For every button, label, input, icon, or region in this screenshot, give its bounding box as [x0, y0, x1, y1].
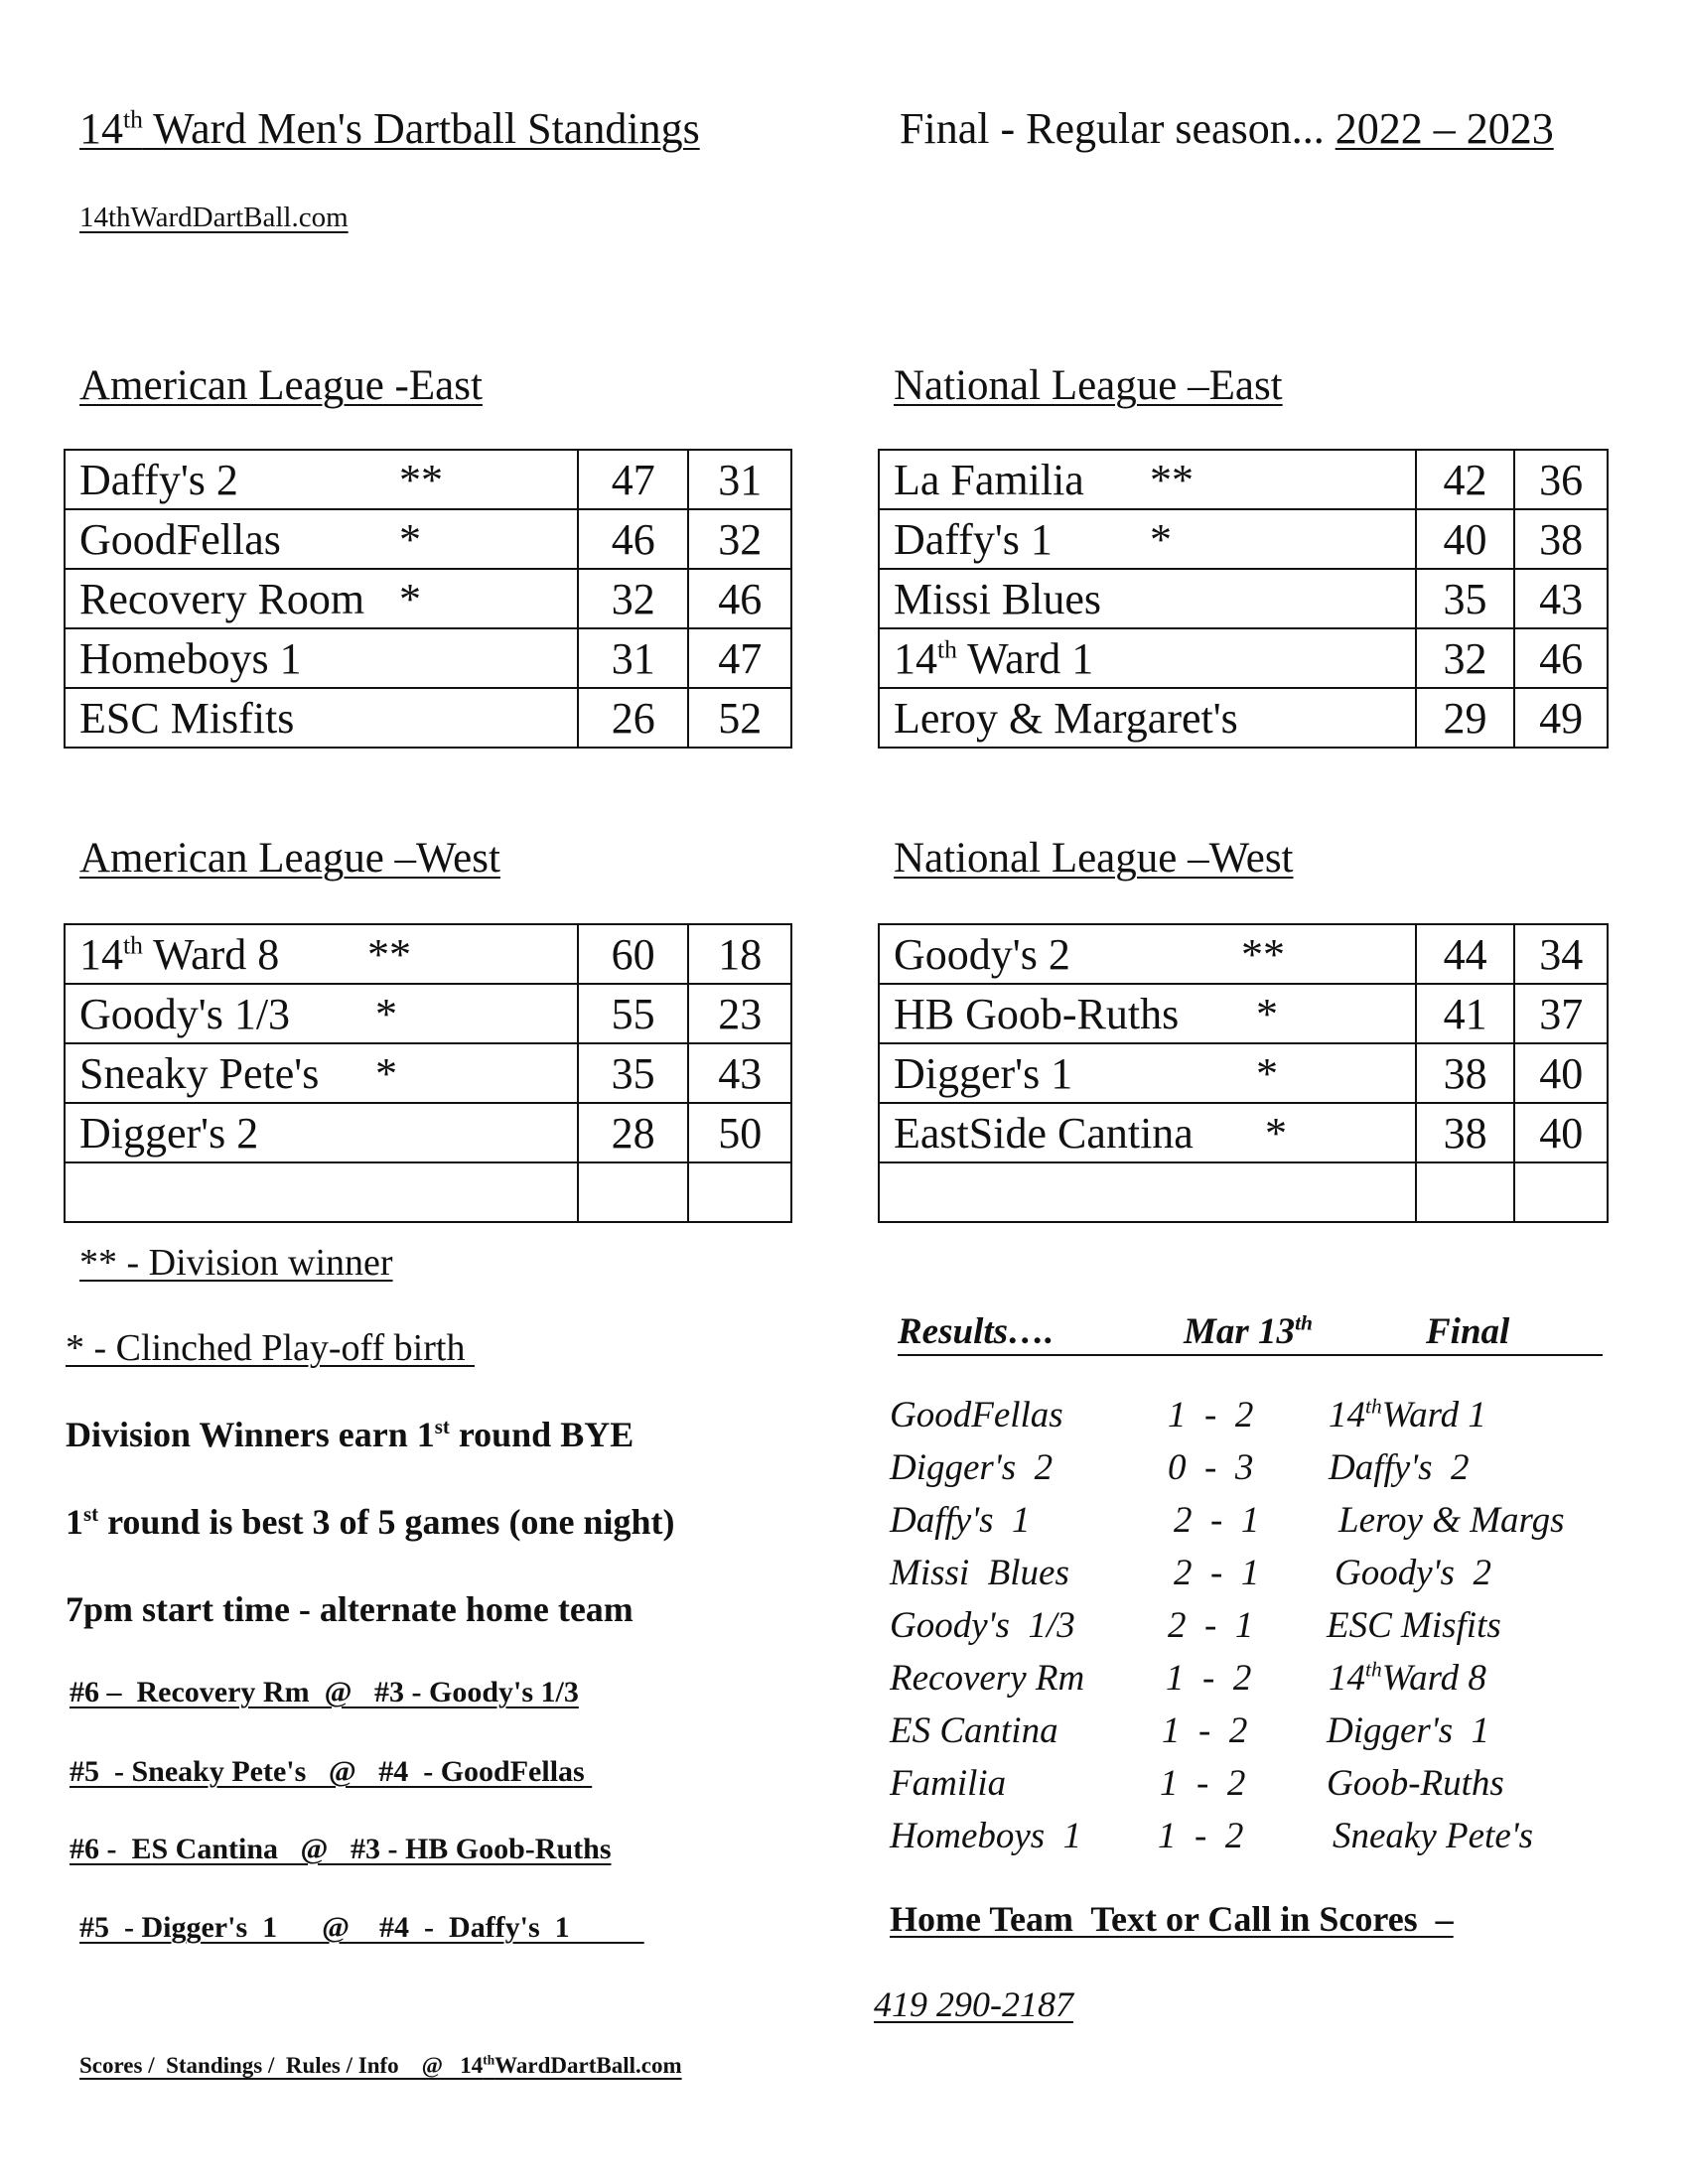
website-link[interactable]: 14thWardDartBall.com [79, 202, 349, 233]
result-row: Digger's 2 0 - 3 Daffy's 2 [890, 1447, 1470, 1488]
losses: 40 [1514, 1043, 1608, 1103]
wins: 38 [1416, 1103, 1515, 1162]
table-row-empty [65, 1162, 791, 1222]
team-name: ESC Misfits [79, 693, 295, 743]
playoff-mark: * [399, 514, 421, 564]
team-name: Missi Blues [894, 574, 1102, 623]
table-row [879, 924, 1608, 984]
al-west-table [64, 923, 792, 1223]
page-title: 14th Ward Men's Dartball Standings [79, 104, 700, 153]
table-row [65, 984, 791, 1043]
team-name: Goody's 2 [894, 929, 1070, 979]
result-row: Goody's 1/3 2 - 1 ESC Misfits [890, 1605, 1501, 1646]
nl-east-title: National League –East [894, 362, 1283, 409]
wins: 35 [578, 1043, 689, 1103]
season-label: Final - Regular season... 2022 – 2023 [900, 104, 1554, 153]
nl-west-title: National League –West [894, 835, 1294, 882]
table-row [879, 1043, 1608, 1103]
team-name: Digger's 1 [894, 1048, 1073, 1098]
team-name: HB Goob-Ruths [894, 989, 1180, 1038]
losses: 43 [688, 1043, 791, 1103]
contact-phone[interactable]: 419 290-2187 [874, 1984, 1073, 2024]
nl-west-table [878, 923, 1609, 1223]
nl-east-table [878, 449, 1609, 749]
table-row [879, 509, 1608, 569]
results-date: Mar 13th [1184, 1310, 1313, 1352]
footer-info: Scores / Standings / Rules / Info @ 14thWardDartBall.com [79, 2052, 682, 2078]
team-name: La Familia [894, 455, 1084, 504]
result-row: Missi Blues 2 - 1 Goody's 2 [890, 1553, 1491, 1593]
table-row [65, 628, 791, 688]
result-row: Recovery Rm 1 - 2 14thWard 8 [890, 1657, 1486, 1699]
table-row [879, 688, 1608, 748]
playoff-mark: ** [367, 929, 411, 979]
playoff-mark: * [1256, 989, 1278, 1038]
table-row [65, 569, 791, 628]
wins: 47 [578, 450, 688, 509]
al-west-title: American League –West [79, 835, 500, 882]
al-east-table [64, 449, 792, 749]
table-row-empty [879, 1162, 1608, 1222]
wins: 35 [1416, 569, 1515, 628]
wins: 38 [1416, 1043, 1515, 1103]
losses: 36 [1514, 450, 1608, 509]
playoff-matchup: #6 – Recovery Rm @ #3 - Goody's 1/3 [70, 1676, 579, 1708]
losses: 31 [688, 450, 791, 509]
wins: 32 [1416, 628, 1515, 688]
team-name: Sneaky Pete's [79, 1048, 320, 1098]
wins: 41 [1416, 984, 1515, 1043]
note-format: 1st round is best 3 of 5 games (one night) [66, 1502, 675, 1542]
losses: 18 [688, 924, 791, 984]
playoff-mark: ** [1241, 929, 1285, 979]
playoff-mark: * [1150, 514, 1172, 564]
playoff-mark: ** [1150, 455, 1194, 504]
losses: 40 [1514, 1103, 1608, 1162]
table-row [879, 569, 1608, 628]
team-name: Homeboys 1 [79, 633, 302, 683]
losses: 52 [688, 688, 791, 748]
results-status: Final [1426, 1311, 1510, 1352]
table-row [65, 1043, 791, 1103]
playoff-mark: * [1265, 1108, 1287, 1158]
table-row [65, 924, 791, 984]
wins: 60 [578, 924, 689, 984]
wins: 29 [1416, 688, 1515, 748]
wins: 31 [578, 628, 688, 688]
table-row [879, 1103, 1608, 1162]
al-east-title: American League -East [79, 362, 483, 409]
losses: 47 [688, 628, 791, 688]
playoff-mark: * [1256, 1048, 1278, 1098]
wins: 32 [578, 569, 688, 628]
team-name: 14th Ward 8 [79, 929, 280, 979]
table-row [65, 509, 791, 569]
losses: 50 [688, 1103, 791, 1162]
team-name: Daffy's 1 [894, 514, 1053, 564]
team-name: Digger's 2 [79, 1108, 259, 1158]
table-row [879, 450, 1608, 509]
playoff-mark: * [399, 574, 421, 623]
table-row [65, 1103, 791, 1162]
table-row [879, 628, 1608, 688]
team-name: Daffy's 2 [79, 455, 238, 504]
team-name: Leroy & Margaret's [894, 693, 1238, 743]
team-name: Recovery Room [79, 574, 365, 623]
team-name: EastSide Cantina [894, 1108, 1194, 1158]
season-years: 2022 – 2023 [1335, 104, 1554, 153]
table-row [65, 450, 791, 509]
team-name: 14th Ward 1 [894, 633, 1094, 683]
playoff-mark: * [375, 1048, 397, 1098]
wins: 28 [578, 1103, 689, 1162]
team-name: Goody's 1/3 [79, 989, 291, 1038]
wins: 26 [578, 688, 688, 748]
losses: 38 [1514, 509, 1608, 569]
results-heading [898, 1310, 1603, 1356]
playoff-mark: ** [399, 455, 443, 504]
losses: 37 [1514, 984, 1608, 1043]
result-row: ES Cantina 1 - 2 Digger's 1 [890, 1710, 1490, 1751]
result-row: Familia 1 - 2 Goob-Ruths [890, 1763, 1504, 1804]
legend-clinched: * - Clinched Play-off birth [66, 1327, 475, 1369]
playoff-matchup: #6 - ES Cantina @ #3 - HB Goob-Ruths [70, 1833, 612, 1865]
note-bye: Division Winners earn 1st round BYE [66, 1415, 634, 1454]
losses: 32 [688, 509, 791, 569]
result-row: Homeboys 1 1 - 2 Sneaky Pete's [890, 1816, 1534, 1856]
losses: 43 [1514, 569, 1608, 628]
result-row: GoodFellas 1 - 2 14thWard 1 [890, 1394, 1486, 1435]
legend-division-winner: ** - Division winner [79, 1242, 393, 1284]
wins: 46 [578, 509, 688, 569]
team-name: GoodFellas [79, 514, 281, 564]
playoff-mark: * [375, 989, 397, 1038]
losses: 46 [688, 569, 791, 628]
wins: 44 [1416, 924, 1515, 984]
result-row: Daffy's 1 2 - 1 Leroy & Margs [890, 1500, 1565, 1541]
playoff-matchup: #5 - Sneaky Pete's @ #4 - GoodFellas [70, 1755, 593, 1788]
playoff-matchup: #5 - Digger's 1 @ #4 - Daffy's 1 [79, 1911, 644, 1944]
table-row [65, 688, 791, 748]
table-row [879, 984, 1608, 1043]
wins: 42 [1416, 450, 1515, 509]
losses: 34 [1514, 924, 1608, 984]
losses: 46 [1514, 628, 1608, 688]
wins: 55 [578, 984, 689, 1043]
contact-instruction: Home Team Text or Call in Scores – [890, 1899, 1454, 1939]
losses: 23 [688, 984, 791, 1043]
losses: 49 [1514, 688, 1608, 748]
note-start-time: 7pm start time - alternate home team [66, 1589, 633, 1629]
results-label: Results…. [898, 1311, 1055, 1352]
wins: 40 [1416, 509, 1515, 569]
